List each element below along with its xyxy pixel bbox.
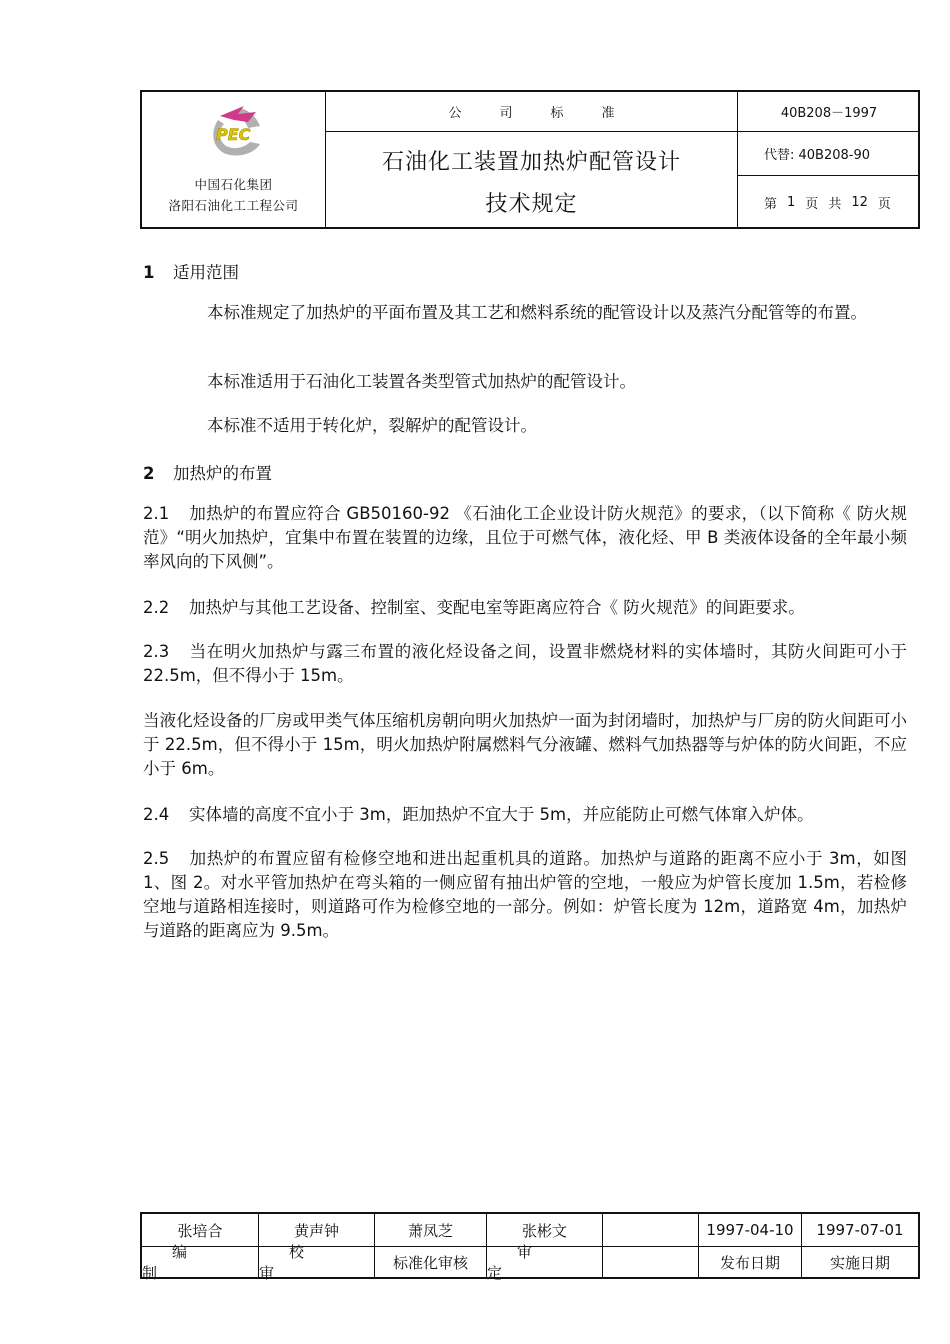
name-reviewer: 黄声钟 xyxy=(259,1214,375,1246)
clause-number: 2.5 xyxy=(143,849,170,868)
effective-date-label: 实施日期 xyxy=(829,1253,890,1272)
paragraph-2-4 xyxy=(143,803,907,827)
code-cell xyxy=(738,92,920,227)
total-pages: 12 xyxy=(851,195,868,210)
paragraph-2-3-continued: 当液化烃设备的厂房或甲类气体压缩机房朝向明火加热炉一面为封闭墙时，加热炉与厂房的防火间距可小于 22.5m，但不得小于 15m，明火加热炉附属燃料气分液罐、燃料气加热器等与炉体的防火间距，不应小于 6m。 xyxy=(143,711,907,778)
paragraph-2-2 xyxy=(143,596,907,620)
paragraph: 本标准不适用于转化炉，裂解炉的配管设计。 xyxy=(207,416,537,435)
clause-text: 加热炉的布置应留有检修空地和进出起重机具的道路。加热炉与道路的距离不应小于 3m，如图 1、图 2。对水平管加热炉在弯头箱的一侧应留有抽出炉管的空地，一般应为炉管长度加 1.5m，若检修空地与道路相连接时，则道路可作为检修空地的一部分。例如：炉管长度为 12m，道路宽 4m，加热炉与道路的距离应为 9.5m。 xyxy=(143,849,907,940)
document-header xyxy=(140,90,920,229)
clause-text: 当在明火加热炉与露三布置的液化烃设备之间，设置非燃烧材料的实体墙时，其防火间距可小于 22.5m，但不得小于 15m。 xyxy=(143,642,907,685)
approval-table xyxy=(140,1212,920,1282)
page-unit: 页 xyxy=(805,197,819,212)
replaces-code: 代替: 40B208-90 xyxy=(738,132,920,176)
paragraph: 本标准规定了加热炉的平面布置及其工艺和燃料系统的配管设计以及蒸汽分配管等的布置。 xyxy=(207,303,867,322)
section-title: 适用范围 xyxy=(173,263,239,282)
total-label: 共 xyxy=(828,197,842,212)
clause-number: 2.2 xyxy=(143,598,170,617)
paragraph-2-5 xyxy=(143,847,907,943)
clause-number: 2.3 xyxy=(143,642,170,661)
role-reviewer: 校审 xyxy=(259,1246,375,1278)
section-title: 加热炉的布置 xyxy=(173,464,272,483)
role-approver: 审定 xyxy=(487,1246,603,1278)
page-number: 1 xyxy=(787,195,796,210)
total-unit: 页 xyxy=(877,197,891,212)
svg-text:PEC: PEC xyxy=(216,125,251,144)
paragraph: 本标准适用于石油化工装置各类型管式加热炉的配管设计。 xyxy=(207,372,636,391)
role-standardization: 标准化审核 xyxy=(375,1246,487,1278)
org-name-company: 洛阳石油化工工程公司 xyxy=(168,198,299,213)
section-number: 2 xyxy=(143,464,155,483)
release-date: 1997-04-10 xyxy=(699,1214,802,1246)
clause-number: 2.1 xyxy=(143,504,170,523)
clause-text: 加热炉与其他工艺设备、控制室、变配电室等距离应符合《 防火规范》的间距要求。 xyxy=(189,598,805,617)
blank-cell xyxy=(603,1246,699,1278)
standard-type: 公司标准 xyxy=(326,92,737,132)
company-cell xyxy=(142,92,326,227)
section-number: 1 xyxy=(143,263,155,282)
company-logo xyxy=(204,104,266,158)
document-title-line2: 技术规定 xyxy=(485,192,578,217)
name-approver: 张彬文 xyxy=(487,1214,603,1246)
name-standardization: 萧凤芝 xyxy=(375,1214,487,1246)
release-date-label: 发布日期 xyxy=(699,1246,802,1278)
title-cell xyxy=(326,92,738,227)
clause-text: 加热炉的布置应符合 GB50160-92 《石油化工企业设计防火规范》的要求，（以下简称《 防火规范》“明火加热炉，宜集中布置在装置的边缘，且位于可燃气体，液化烃、甲 B 类液体设备的全年最小频率风向的下风侧”。 xyxy=(143,504,907,571)
role-compiler: 编制 xyxy=(142,1246,259,1278)
approval-roles-row xyxy=(142,1243,918,1282)
paragraph-2-1 xyxy=(143,502,907,574)
blank-cell xyxy=(603,1214,699,1246)
paragraph-2-3 xyxy=(143,640,907,688)
clause-number: 2.4 xyxy=(143,805,170,824)
standard-code: 40B208－1997 xyxy=(738,92,920,132)
clause-text: 实体墙的高度不宜小于 3m，距加热炉不宜大于 5m，并应能防止可燃气体窜入炉体。 xyxy=(189,805,814,824)
section-2-heading xyxy=(143,460,272,484)
org-name-group: 中国石化集团 xyxy=(194,177,273,192)
page-info xyxy=(738,176,920,229)
name-compiler: 张培合 xyxy=(142,1214,259,1246)
effective-date: 1997-07-01 xyxy=(816,1221,904,1239)
page-label: 第 xyxy=(764,197,778,212)
document-title-line1: 石油化工装置加热炉配管设计 xyxy=(381,150,681,175)
section-1-heading xyxy=(143,259,239,283)
